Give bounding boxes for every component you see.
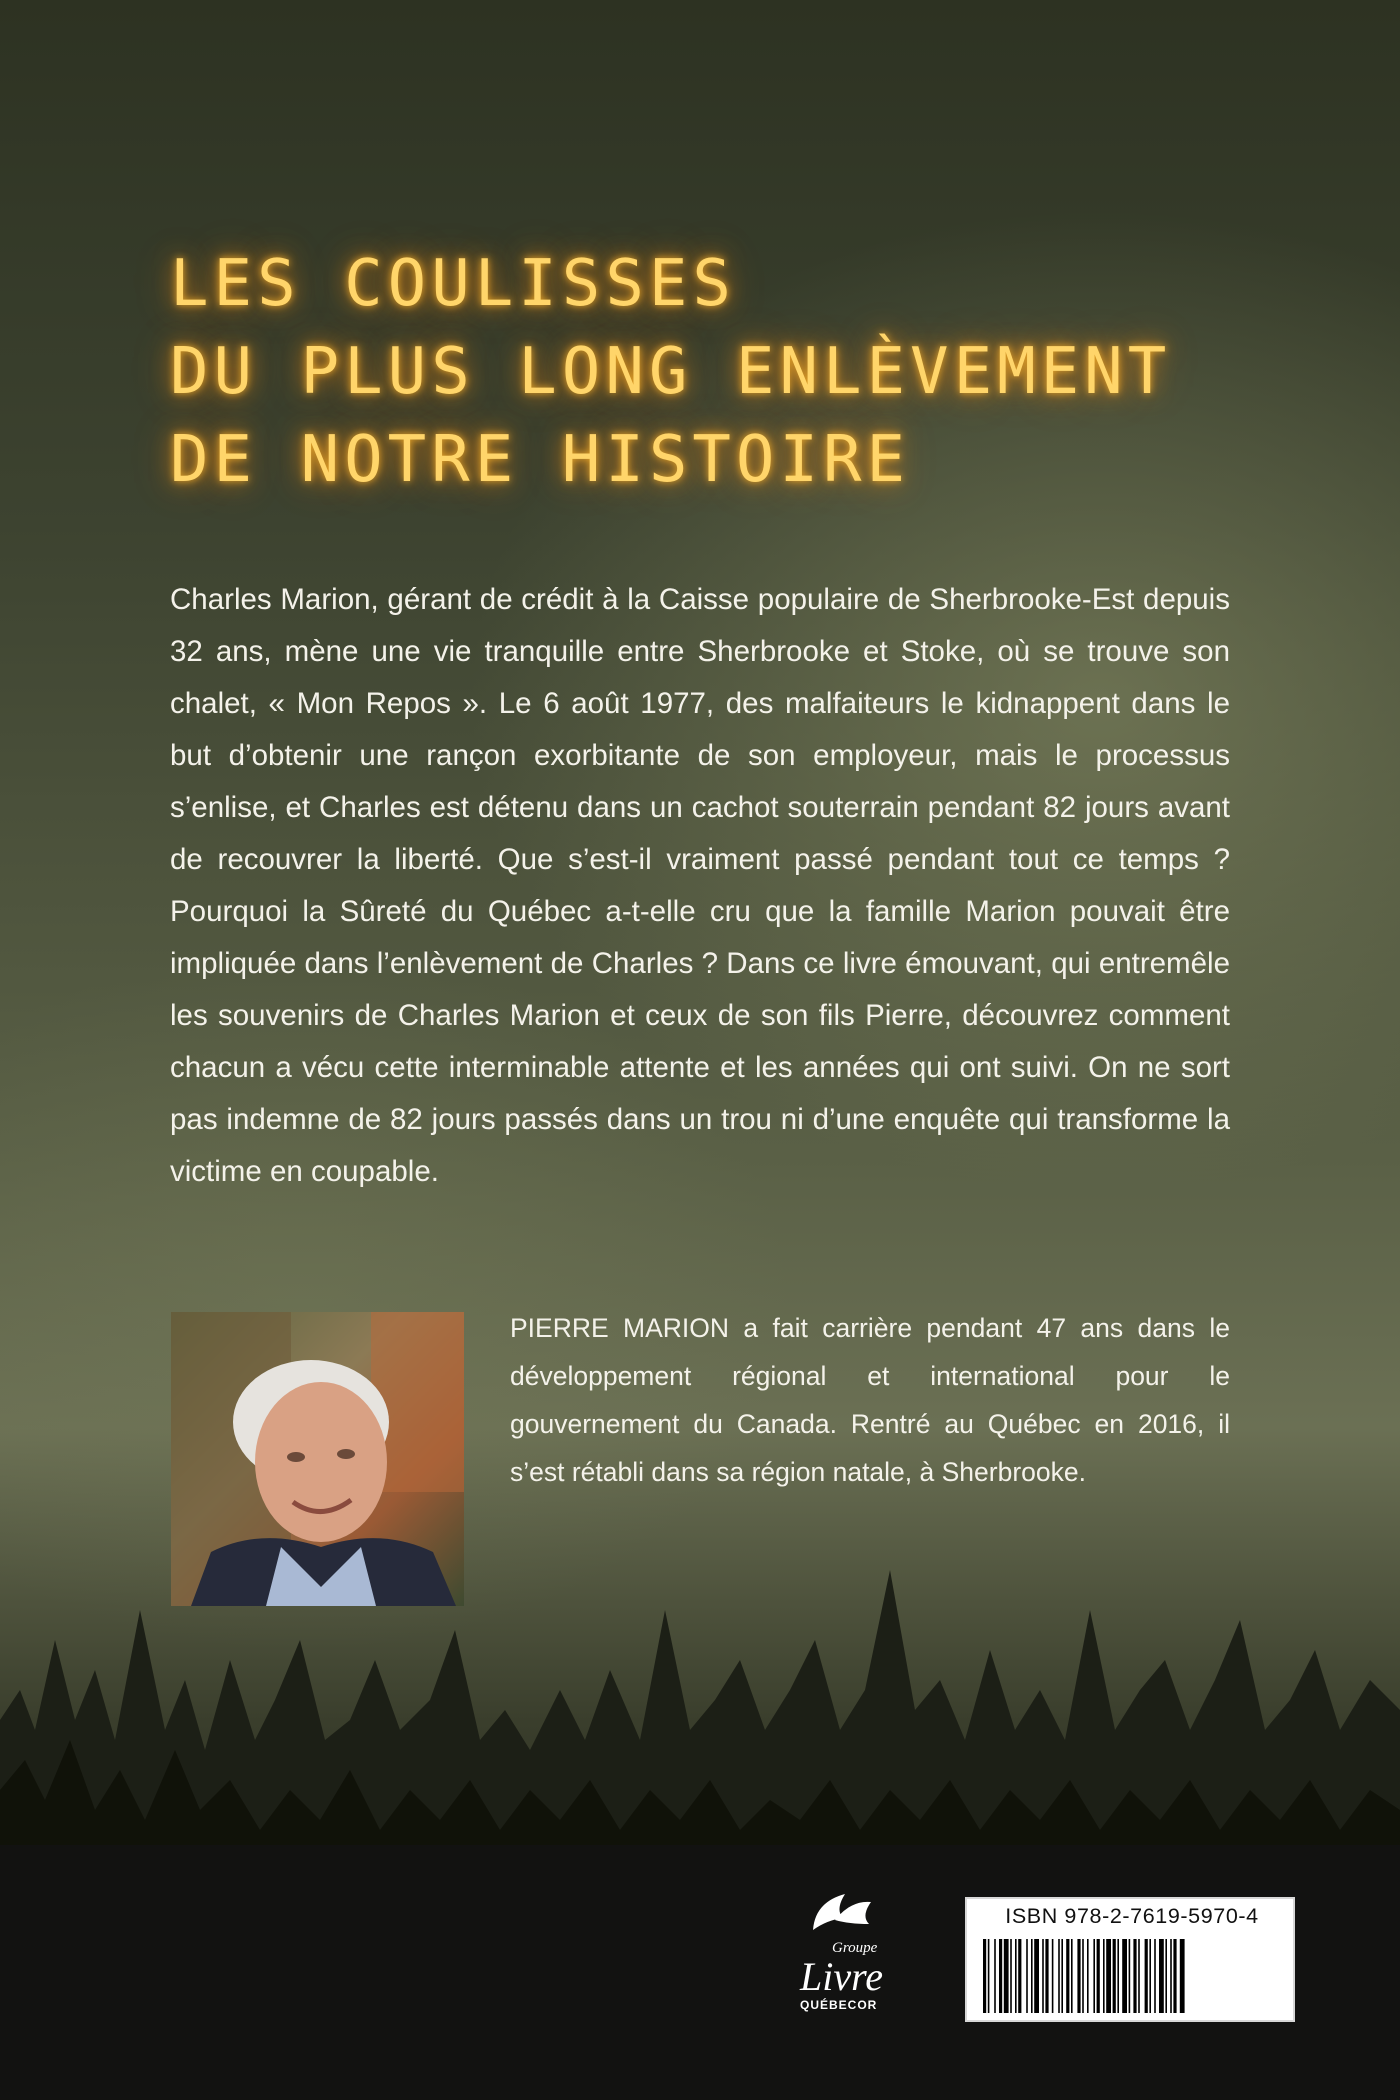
- barcode-bar: [1018, 1939, 1021, 2013]
- barcode-bar: [1133, 1939, 1136, 2013]
- headline-line: DU PLUS LONG ENLÈVEMENT: [170, 335, 1172, 409]
- publisher-brand-label: QUÉBECOR: [800, 1998, 878, 2012]
- leaf-icon: [805, 1890, 875, 1936]
- barcode-bar: [1042, 1939, 1044, 2013]
- barcode-bar: [1122, 1939, 1127, 2013]
- barcode-bar: [1061, 1939, 1063, 2013]
- barcode-bar: [1045, 1939, 1048, 2013]
- barcode-bar: [1173, 1939, 1176, 2013]
- barcode-bar: [1149, 1939, 1151, 2013]
- headline-line: LES COULISSES: [170, 247, 736, 321]
- publisher-group-label: Groupe: [832, 1940, 878, 1956]
- barcode-bar: [1170, 1939, 1172, 2013]
- barcode-bar: [1113, 1939, 1116, 2013]
- author-bio: PIERRE MARION a fait carrière pendant 47 ans dans le développement régional et international pour le gouvernement du Canada. Rentré au Québec en 2016, il s’est rétabli dans sa région natale, à Sherbrooke.: [510, 1313, 1230, 1487]
- barcode-bar: [1052, 1939, 1054, 2013]
- barcode-bar: [1138, 1939, 1140, 2013]
- barcode-bar: [994, 1939, 996, 2013]
- barcode-bar: [1165, 1939, 1167, 2013]
- barcode: [983, 1939, 1281, 2013]
- barcode-bar: [1026, 1939, 1028, 2013]
- barcode-bar: [1071, 1939, 1073, 2013]
- author-photo: [171, 1312, 464, 1606]
- barcode-bar: [1117, 1939, 1119, 2013]
- barcode-bar: [1034, 1939, 1039, 2013]
- barcode-bar: [1082, 1939, 1084, 2013]
- barcode-bar: [1103, 1939, 1105, 2013]
- barcode-bar: [1010, 1939, 1012, 2013]
- barcode-bar: [983, 1939, 986, 2013]
- barcode-bar: [1015, 1939, 1017, 2013]
- barcode-bar: [1077, 1939, 1080, 2013]
- headline-line: DE NOTRE HISTOIRE: [170, 423, 911, 497]
- barcode-bar: [1058, 1939, 1060, 2013]
- barcode-bar: [999, 1939, 1002, 2013]
- barcode-bar: [1097, 1939, 1100, 2013]
- barcode-bar: [1180, 1939, 1185, 2013]
- barcode-bar: [1031, 1939, 1033, 2013]
- barcode-bar: [1066, 1939, 1069, 2013]
- barcode-bar: [1145, 1939, 1148, 2013]
- barcode-bar: [1154, 1939, 1156, 2013]
- barcode-bar: [1159, 1939, 1164, 2013]
- isbn-text: ISBN 978-2-7619-5970-4: [1005, 1904, 1259, 1928]
- barcode-bar: [1129, 1939, 1131, 2013]
- barcode-bar: [1087, 1939, 1089, 2013]
- author-portrait-graphic: [171, 1312, 464, 1606]
- barcode-bar: [1093, 1939, 1095, 2013]
- publisher-main-label: Livre: [800, 1954, 883, 1999]
- barcode-bar: [1106, 1939, 1111, 2013]
- isbn-barcode-block: [965, 1897, 1295, 2022]
- headline: [170, 240, 1171, 504]
- publisher-logo: [770, 1890, 920, 2020]
- synopsis-text: Charles Marion, gérant de crédit à la Caisse populaire de Sherbrooke-Est depuis 32 ans, mène une vie tranquille entre Sherbrooke et Stoke, où se trouve son chalet, « Mon Repos ». Le 6 août 1977, des malfaiteurs le kidnappent dans le but d’obtenir une rançon exorbitante de son employeur, mais le processus s’enlise, et Charles est détenu dans un cachot souterrain pendant 82 jours avant de recouvrer la liberté. Que s’est-il vraiment passé pendant tout ce temps ? Pourquoi la Sûreté du Québec a-t-elle cru que la famille Marion pouvait être impliquée dans l’enlèvement de Charles ? Dans ce livre émouvant, qui entremêle les souvenirs de Charles Marion et ceux de son fils Pierre, découvrez comment chacun a vécu cette interminable attente et les années qui ont suivi. On ne sort pas indemne de 82 jours passés dans un trou ni d’une enquête qui transforme la victime en coupable.: [170, 583, 1230, 1188]
- barcode-bar: [1004, 1939, 1009, 2013]
- barcode-bar: [988, 1939, 990, 2013]
